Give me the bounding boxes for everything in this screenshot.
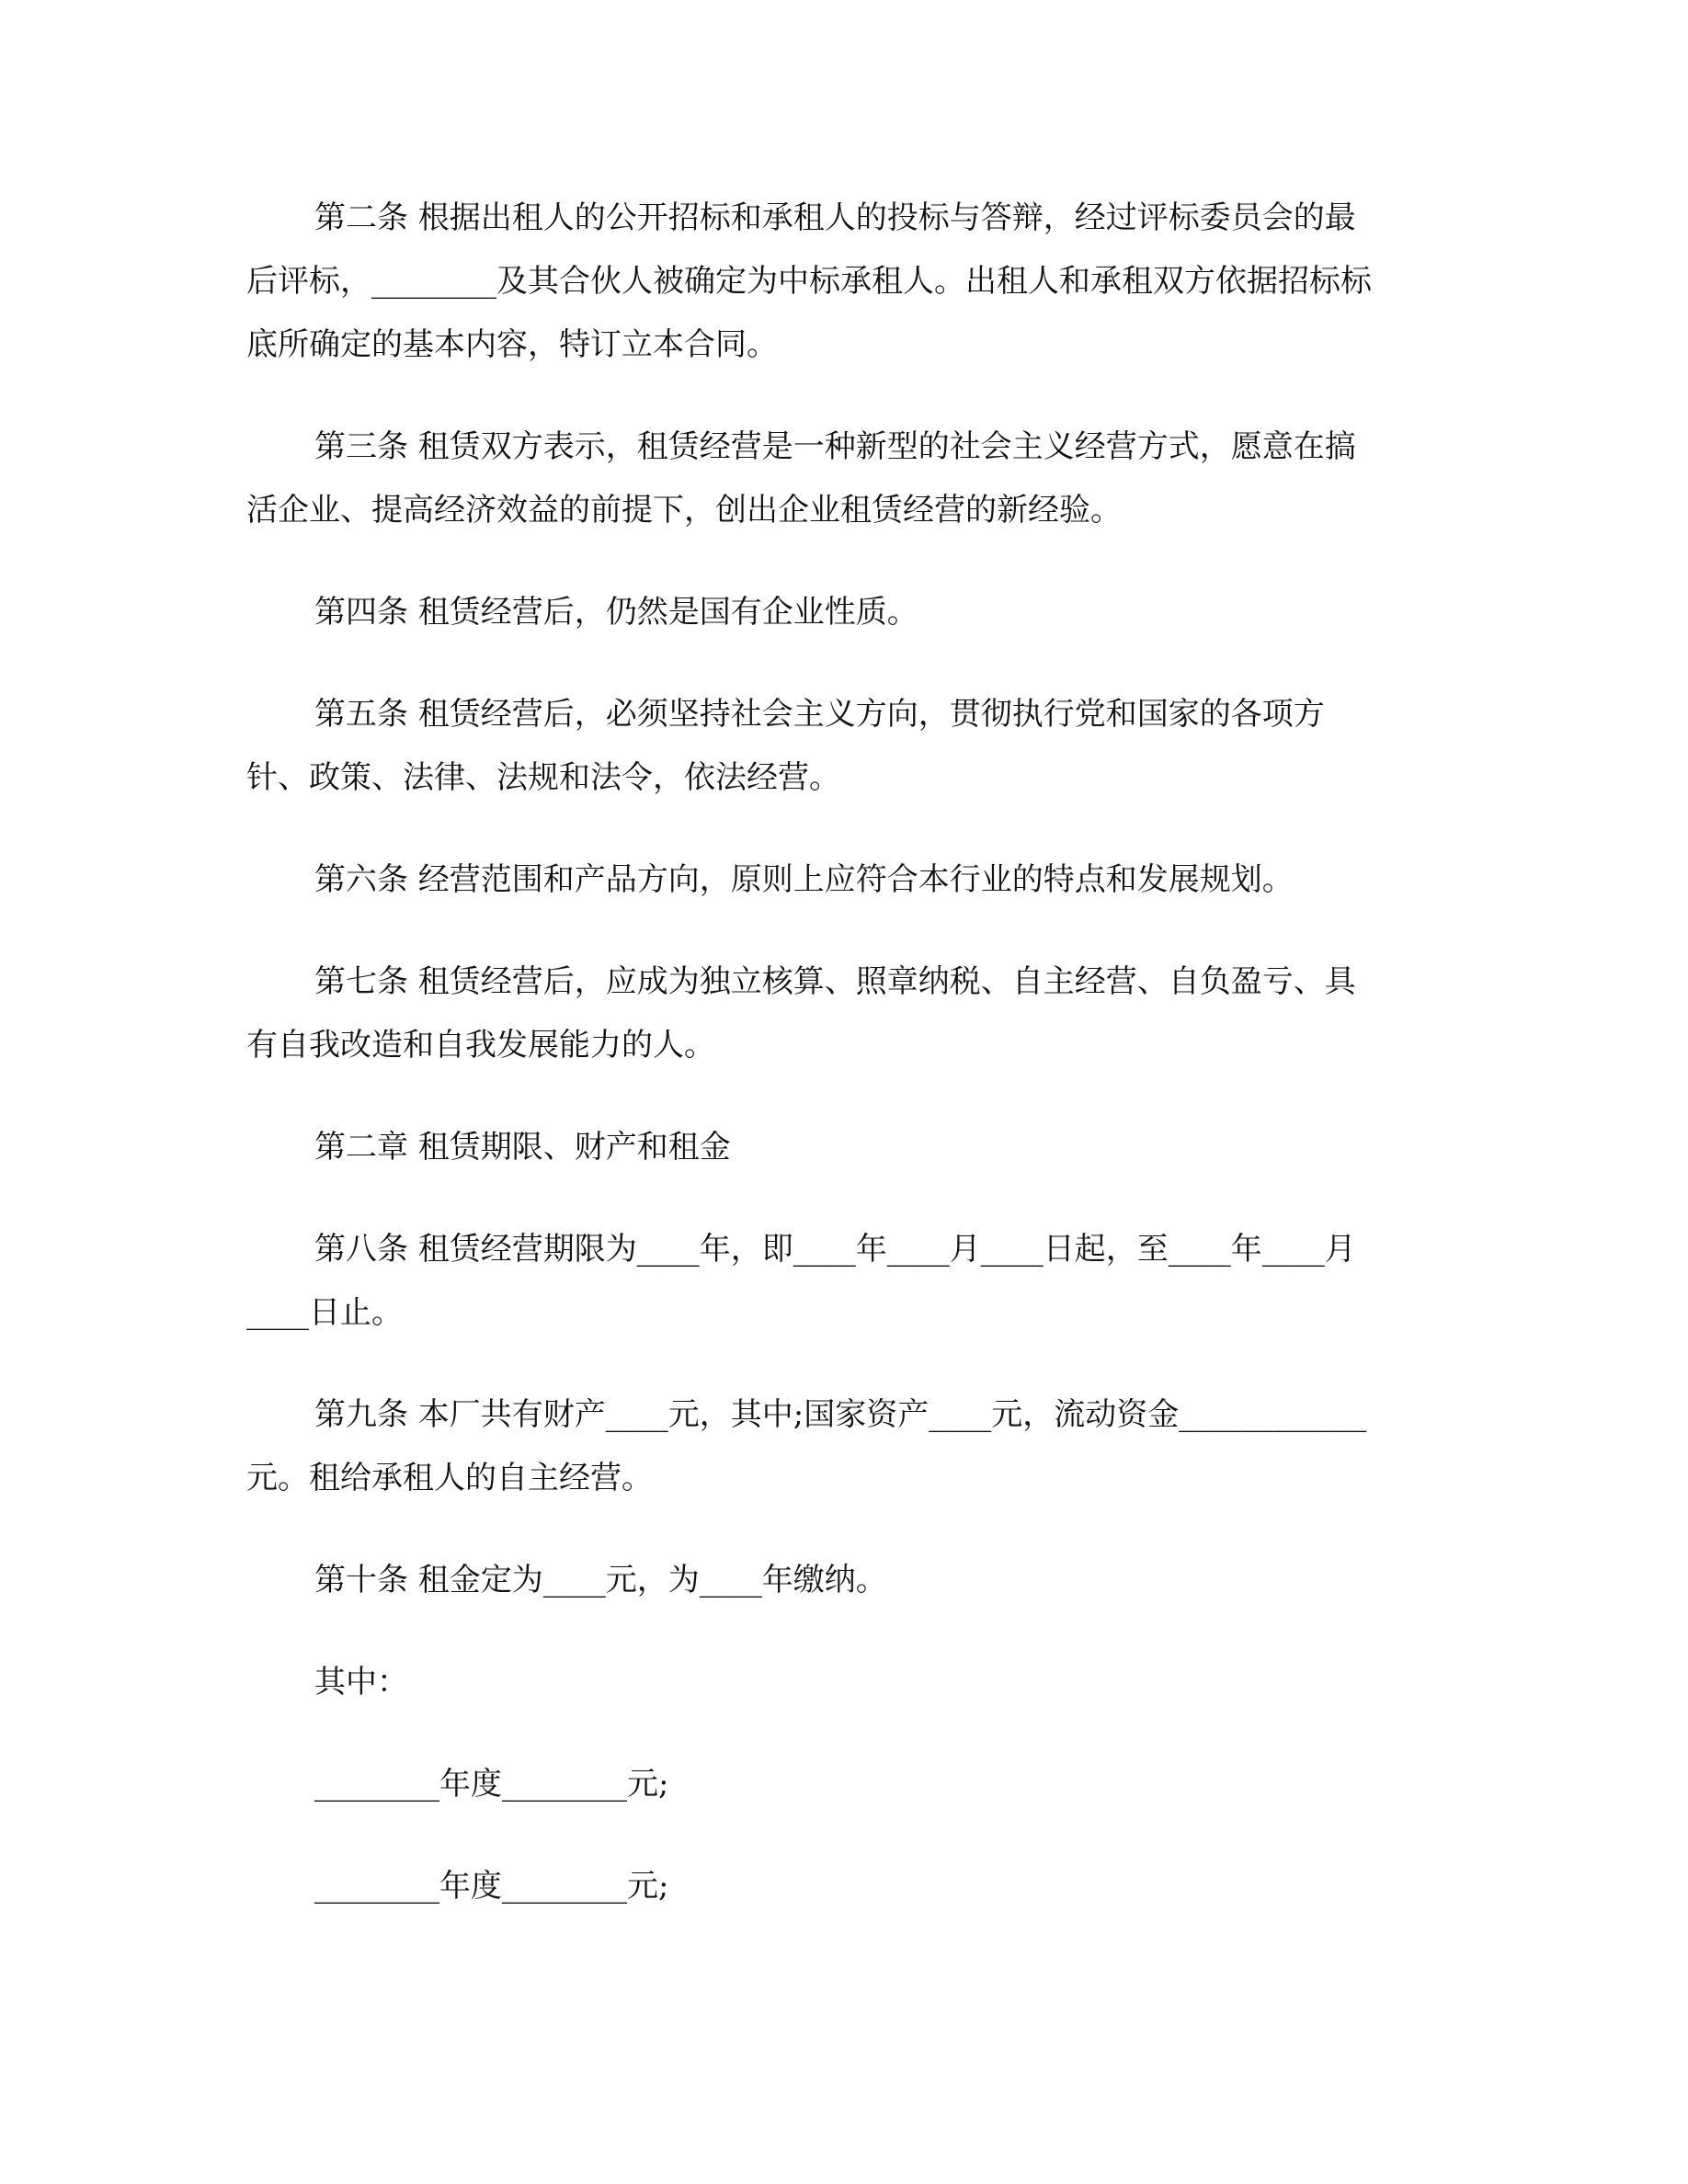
paragraph-line: 第四条 租赁经营后，仍然是国有企业性质。 <box>314 594 918 631</box>
paragraph-line: 活企业、提高经济效益的前提下，创出企业租赁经营的新经验。 <box>246 492 1122 529</box>
paragraph <box>246 1651 1432 1714</box>
paragraph <box>246 187 1432 377</box>
paragraph <box>246 1218 1432 1345</box>
paragraph-line: 第二章 租赁期限、财产和租金 <box>314 1129 731 1166</box>
paragraph-line: 后评标，________及其合伙人被确定为中标承租人。出租人和承租双方依据招标标 <box>246 263 1372 300</box>
paragraph <box>246 1116 1432 1179</box>
paragraph-line: ____日止。 <box>246 1294 403 1331</box>
paragraph <box>246 415 1432 542</box>
paragraph-line: 针、政策、法律、法规和法令，依法经营。 <box>246 759 840 796</box>
paragraph-line: 第八条 租赁经营期限为____年，即____年____月____日起，至____年____月 <box>314 1231 1356 1268</box>
paragraph-line: 第十条 租金定为____元，为____年缴纳。 <box>314 1562 887 1598</box>
paragraph <box>246 1549 1432 1612</box>
paragraph <box>246 1855 1432 1918</box>
paragraph <box>246 581 1432 644</box>
paragraph-line: 第六条 经营范围和产品方向，原则上应符合本行业的特点和发展规划。 <box>314 861 1294 898</box>
paragraph-line: ________年度________元; <box>314 1766 669 1803</box>
paragraph-line: 第三条 租赁双方表示，租赁经营是一种新型的社会主义经营方式，愿意在搞 <box>314 428 1356 465</box>
paragraph-line: 第七条 租赁经营后，应成为独立核算、照章纳税、自主经营、自负盈亏、具 <box>314 963 1356 1000</box>
paragraph <box>246 1383 1432 1510</box>
paragraph <box>246 848 1432 912</box>
paragraph <box>246 683 1432 810</box>
paragraph-line: 元。租给承租人的自主经营。 <box>246 1460 653 1496</box>
paragraph-line: 第九条 本厂共有财产____元，其中;国家资产____元，流动资金____________ <box>314 1396 1367 1433</box>
paragraph-line: 底所确定的基本内容，特订立本合同。 <box>246 326 778 363</box>
paragraph <box>246 950 1432 1077</box>
paragraph-line: 第五条 租赁经营后，必须坚持社会主义方向，贯彻执行党和国家的各项方 <box>314 696 1325 733</box>
paragraph-line: ________年度________元; <box>314 1868 669 1905</box>
paragraph-line: 第二条 根据出租人的公开招标和承租人的投标与答辩，经过评标委员会的最 <box>314 199 1356 236</box>
document-page <box>246 187 1432 1957</box>
paragraph <box>246 1753 1432 1816</box>
paragraph-line: 其中： <box>314 1664 408 1701</box>
paragraph-line: 有自我改造和自我发展能力的人。 <box>246 1027 715 1064</box>
